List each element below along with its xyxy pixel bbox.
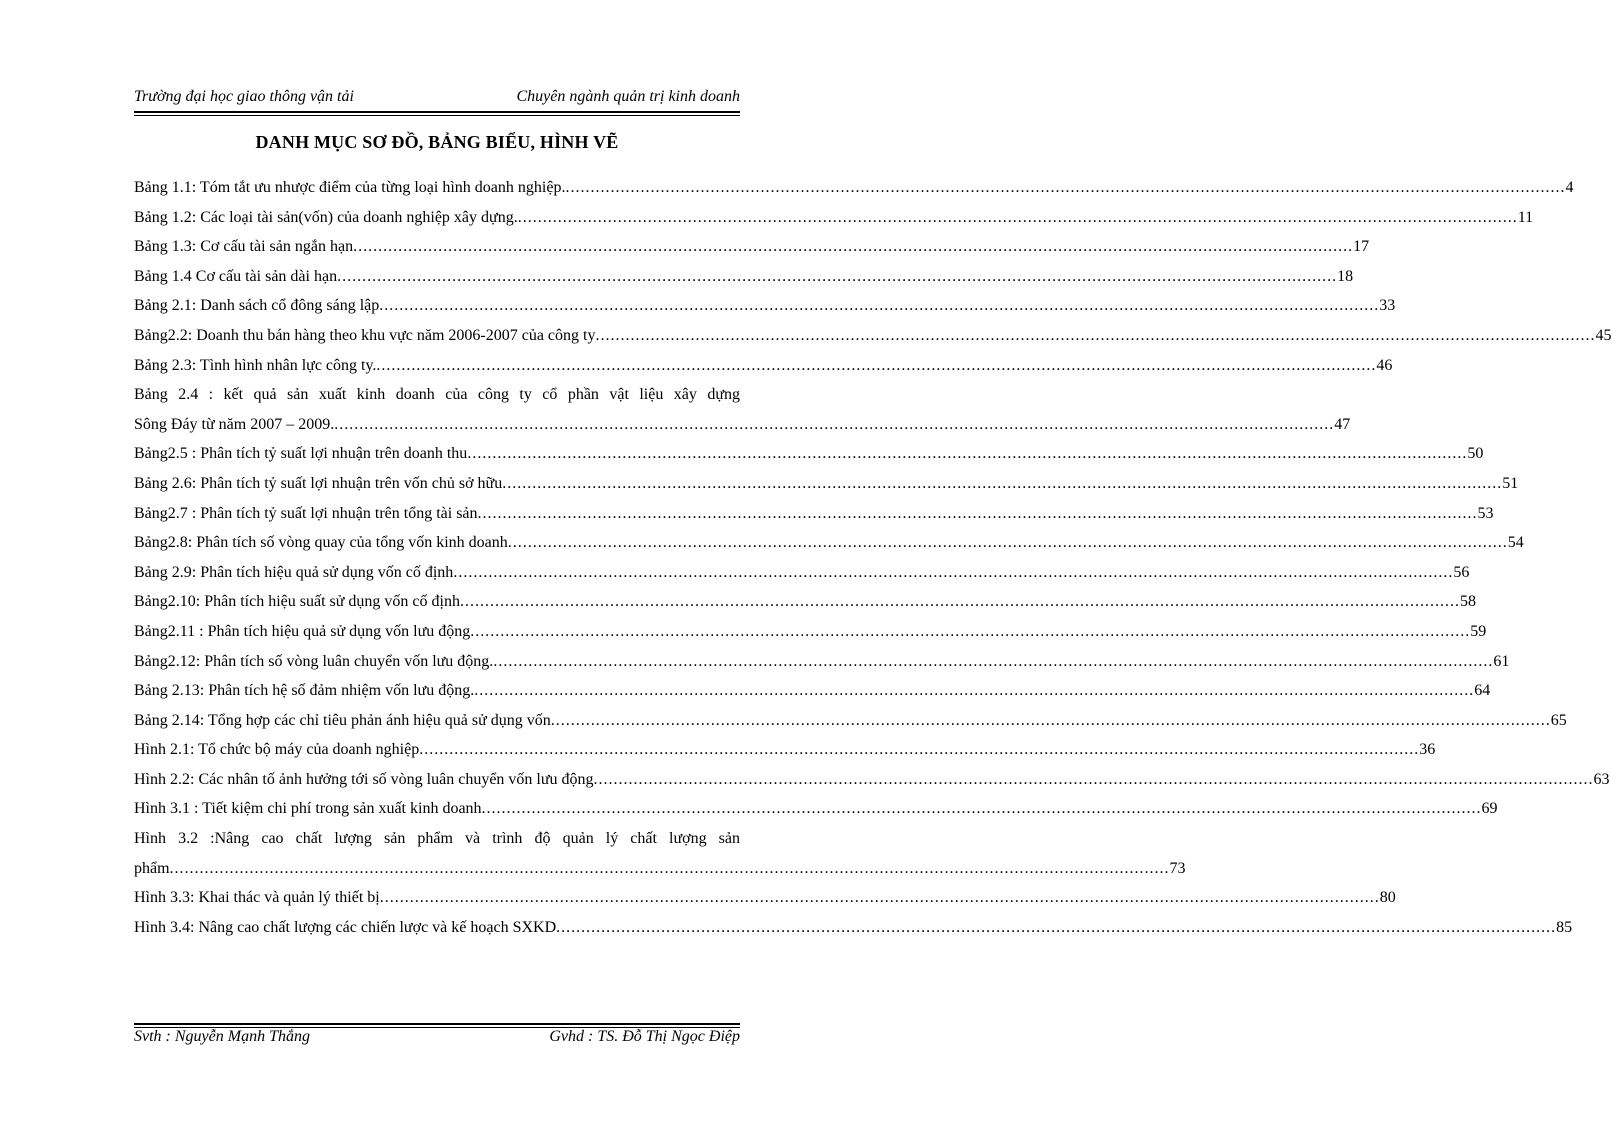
toc-entry [134, 913, 1573, 943]
dot-leader: ........................................................................................................................................................................................................ [502, 474, 1503, 492]
toc-entry [134, 765, 1610, 795]
list-item [134, 203, 1534, 233]
toc-entry [134, 617, 1487, 647]
page-title: DANH MỤC SƠ ĐỒ, BẢNG BIỂU, HÌNH VẼ [255, 132, 619, 152]
entry-page-number: 80 [1379, 889, 1396, 907]
dot-leader: ........................................................................................................................................................................................................ [507, 534, 1508, 552]
toc-entry [134, 232, 1370, 262]
toc-entry [134, 203, 1534, 233]
entry-title: Hình 3.1 : Tiết kiệm chi phí trong sản xuất kinh doanh [134, 800, 482, 818]
header-university: Trường đại học giao thông vận tải [134, 88, 354, 105]
entry-page-number: 65 [1550, 711, 1567, 729]
figure-table-list [134, 173, 1611, 942]
entry-title: Bảng2.5 : Phân tích tỷ suất lợi nhuận trên doanh thu [134, 445, 468, 463]
entry-title: Bảng2.10: Phân tích hiệu suất sử dụng vốn cố định [134, 593, 460, 611]
toc-entry [134, 854, 1186, 884]
page-footer [134, 1028, 740, 1050]
header-major: Chuyên ngành quản trị kinh doanh [516, 88, 740, 105]
header-rule-thick [134, 111, 740, 113]
list-item [134, 706, 1567, 736]
entry-title: Bảng2.7 : Phân tích tỷ suất lợi nhuận trên tổng tài sản [134, 504, 478, 522]
footer-student: Svth : Nguyễn Mạnh Thắng [134, 1028, 310, 1045]
toc-entry [134, 262, 1354, 292]
list-item [134, 380, 1351, 439]
entry-page-number: 58 [1459, 593, 1476, 611]
entry-page-number: 61 [1493, 652, 1510, 670]
toc-entry [134, 647, 1510, 677]
dot-leader: ........................................................................................................................................................................................................ [379, 889, 1380, 907]
list-item [134, 173, 1574, 203]
toc-entry [134, 587, 1476, 617]
dot-leader: ........................................................................................................................................................................................................ [593, 770, 1594, 788]
entry-title: Bảng2.12: Phân tích số vòng luân chuyển vốn lưu động. [134, 652, 494, 670]
entry-page-number: 73 [1169, 859, 1186, 877]
entry-page-number: 59 [1470, 622, 1487, 640]
entry-title-line1: Bảng 2.4 : kết quả sản xuất kinh doanh của công ty cổ phần vật liệu xây dựng [134, 386, 740, 404]
entry-title: Bảng 2.1: Danh sách cổ đông sáng lập [134, 297, 380, 315]
entry-title: Bảng 2.3: Tình hình nhân lực công ty. [134, 356, 377, 374]
entry-title: Bảng2.2: Doanh thu bán hàng theo khu vực năm 2006-2007 của công ty [134, 326, 596, 344]
toc-entry [134, 558, 1470, 588]
entry-title: Sông Đáy từ năm 2007 – 2009. [134, 415, 335, 433]
list-item [134, 351, 1393, 381]
entry-page-number: 64 [1474, 682, 1491, 700]
list-item [134, 558, 1470, 588]
list-item [134, 439, 1484, 469]
dot-leader: ........................................................................................................................................................................................................ [470, 622, 1471, 640]
entry-page-number: 63 [1593, 770, 1610, 788]
toc-entry [134, 794, 1498, 824]
entry-page-number: 54 [1507, 534, 1524, 552]
entry-title: Bảng 2.9: Phân tích hiệu quả sử dụng vốn cố định [134, 563, 454, 581]
entry-page-number: 85 [1556, 918, 1573, 936]
list-item [134, 883, 1396, 913]
entry-title: Bảng 1.1: Tóm tắt ưu nhược điểm của từng loại hình doanh nghiệp. [134, 179, 566, 196]
dot-leader: ........................................................................................................................................................................................................ [474, 682, 1475, 700]
entry-page-number: 46 [1376, 356, 1393, 374]
toc-entry [134, 883, 1396, 913]
toc-entry [134, 528, 1524, 558]
list-item [134, 291, 1396, 321]
dot-leader: ........................................................................................................................................................................................................ [419, 741, 1420, 759]
toc-entry [134, 291, 1396, 321]
entry-title: Bảng 2.14: Tổng hợp các chỉ tiêu phản ánh hiệu quả sử dụng vốn [134, 711, 551, 729]
entry-title: Hình 2.1: Tổ chức bộ máy của doanh nghiệp [134, 741, 420, 759]
entry-page-number: 69 [1481, 800, 1498, 818]
list-item [134, 587, 1476, 617]
footer-advisor: Gvhd : TS. Đỗ Thị Ngọc Điệp [549, 1028, 740, 1045]
page-header [134, 88, 740, 110]
entry-title-line1: Hình 3.2 :Nâng cao chất lượng sản phẩm và trình độ quản lý chất lượng sản [134, 830, 740, 848]
entry-page-number: 18 [1337, 267, 1354, 285]
footer-rule-thick [134, 1023, 740, 1025]
list-item [134, 499, 1494, 529]
dot-leader: ........................................................................................................................................................................................................ [517, 208, 1518, 226]
dot-leader: ........................................................................................................................................................................................................ [169, 859, 1170, 877]
list-item [134, 676, 1491, 706]
entry-title: Bảng 1.2: Các loại tài sản(vốn) của doanh nghiệp xây dựng. [134, 208, 518, 226]
dot-leader: ........................................................................................................................................................................................................ [453, 563, 1454, 581]
entry-title: Bảng 1.3: Cơ cấu tài sản ngắn hạn [134, 238, 354, 256]
list-item [134, 617, 1487, 647]
entry-page-number: 11 [1517, 208, 1534, 226]
list-item [134, 913, 1573, 943]
toc-entry [134, 439, 1484, 469]
entry-title: Bảng2.11 : Phân tích hiệu quả sử dụng vốn lưu động [134, 622, 471, 640]
dot-leader: ........................................................................................................................................................................................................ [481, 800, 1482, 818]
entry-page-number: 50 [1467, 445, 1484, 463]
entry-title: Hình 3.4: Nâng cao chất lượng các chiến lược và kế hoạch SXKD [134, 918, 557, 936]
dot-leader: ........................................................................................................................................................................................................ [595, 326, 1596, 344]
dot-leader: ........................................................................................................................................................................................................ [337, 267, 1338, 285]
list-item [134, 262, 1354, 292]
list-item [134, 647, 1510, 677]
toc-entry [134, 351, 1393, 381]
toc-entry [134, 173, 1574, 203]
dot-leader: ........................................................................................................................................................................................................ [379, 297, 1380, 315]
entry-title: Bảng 1.4 Cơ cấu tài sản dài hạn [134, 267, 338, 285]
dot-leader: ........................................................................................................................................................................................................ [376, 356, 1377, 374]
dot-leader: ........................................................................................................................................................................................................ [556, 918, 1557, 936]
dot-leader: ........................................................................................................................................................................................................ [467, 445, 1468, 463]
list-item [134, 765, 1610, 795]
dot-leader: ........................................................................................................................................................................................................ [550, 711, 1551, 729]
entry-page-number: 51 [1502, 474, 1519, 492]
toc-entry [134, 321, 1611, 351]
toc-entry [134, 735, 1436, 765]
entry-title: phẩm [134, 859, 170, 877]
dot-leader: ........................................................................................................................................................................................................ [565, 179, 1566, 196]
entry-page-number: 4 [1565, 179, 1574, 196]
dot-leader: ........................................................................................................................................................................................................ [493, 652, 1494, 670]
list-item [134, 735, 1436, 765]
entry-page-number: 56 [1453, 563, 1470, 581]
entry-title: Bảng 2.13: Phân tích hệ số đảm nhiệm vốn lưu động. [134, 682, 475, 700]
entry-title: Bảng 2.6: Phân tích tỷ suất lợi nhuận trên vốn chủ sở hữu [134, 474, 503, 492]
entry-page-number: 33 [1379, 297, 1396, 315]
dot-leader: ........................................................................................................................................................................................................ [477, 504, 1478, 522]
dot-leader: ........................................................................................................................................................................................................ [334, 415, 1335, 433]
toc-entry [134, 676, 1491, 706]
entry-page-number: 17 [1353, 238, 1370, 256]
list-item [134, 528, 1524, 558]
toc-entry [134, 706, 1567, 736]
list-item [134, 824, 1186, 883]
list-item [134, 321, 1611, 351]
list-item [134, 469, 1519, 499]
entry-page-number: 36 [1419, 741, 1436, 759]
entry-title: Hình 2.2: Các nhân tố ảnh hưởng tới số vòng luân chuyển vốn lưu động [134, 770, 594, 788]
header-rule-thin [134, 115, 740, 116]
entry-page-number: 45 [1595, 326, 1611, 344]
toc-entry [134, 410, 1351, 440]
entry-page-number: 47 [1334, 415, 1351, 433]
entry-page-number: 53 [1477, 504, 1494, 522]
entry-title: Bảng2.8: Phân tích số vòng quay của tổng vốn kinh doanh [134, 534, 508, 552]
list-item [134, 232, 1370, 262]
dot-leader: ........................................................................................................................................................................................................ [459, 593, 1460, 611]
dot-leader: ........................................................................................................................................................................................................ [353, 238, 1354, 256]
toc-entry [134, 499, 1494, 529]
toc-entry [134, 469, 1519, 499]
list-item [134, 794, 1498, 824]
entry-title: Hình 3.3: Khai thác và quản lý thiết bị [134, 889, 380, 907]
